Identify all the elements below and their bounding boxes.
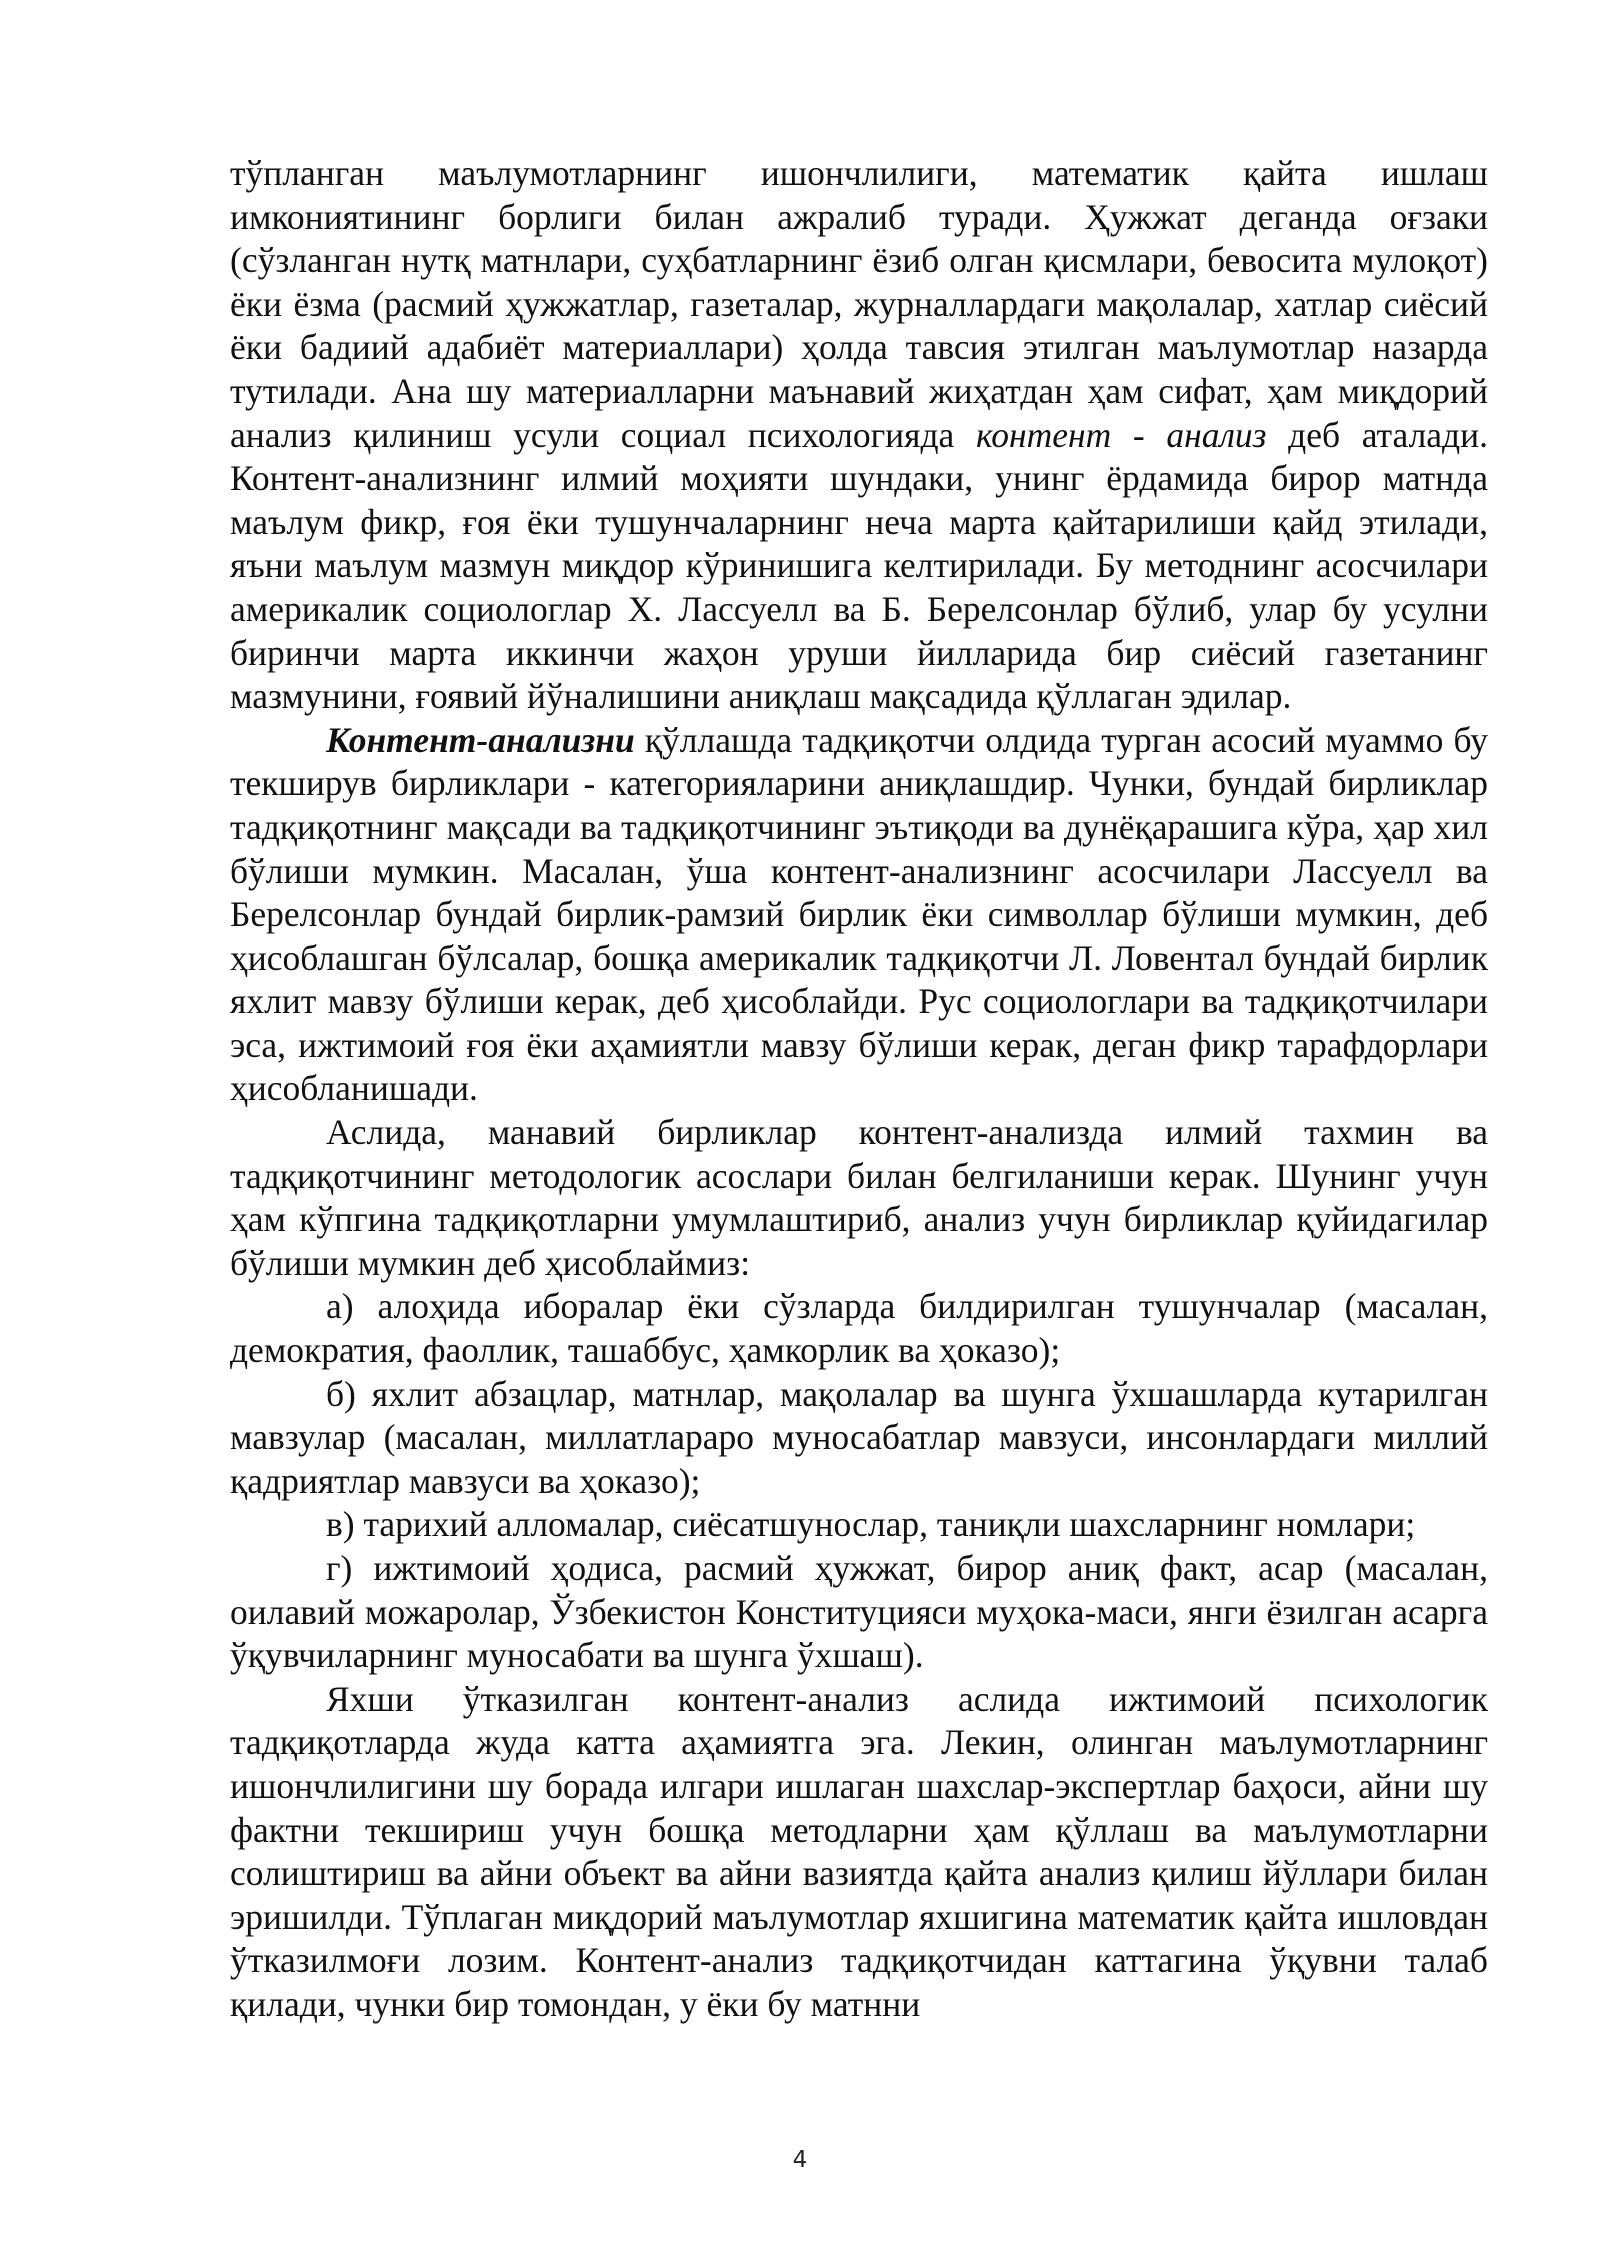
bold-italic-term: Контент-анализни: [326, 719, 635, 760]
paragraph: [230, 719, 1488, 1111]
text-run: а) алоҳида иборалар ёки сўзларда билдирилган тушунчалар (масалан, демократия, фаоллик, ташаббус, ҳамкорлик ва ҳоказо);: [230, 1286, 1488, 1371]
paragraph: [230, 1547, 1488, 1678]
paragraph: [230, 1285, 1488, 1372]
paragraph: [230, 1678, 1488, 2027]
text-run: тўпланган маълумотларнинг ишончлилиги, математик қайта ишлаш имкониятининг борлиги билан ажралиб туради. Ҳужжат деганда оғзаки (сўзланган нутқ матнлари, суҳбатларнинг ёзиб олган қисмлари, бевосита мулоқот) ёки ёзма (расмий ҳужжатлар, газеталар, журналлардаги мақолалар, хатлар сиёсий ёки бадиий адабиёт материаллари) ҳолда тавсия этилган маълумотлар назарда тутилади. Ана шу материалларни маънавий жиҳатдан ҳам сифат, ҳам миқдорий анализ қилиниш усули социал психологияда: [230, 153, 1488, 455]
text-run: г) ижтимоий ҳодиса, расмий ҳужжат, бирор аниқ факт, асар (масалан, оилавий можаролар, Ўзбекистон Конституцияси муҳока-маси, янги ёзилган асарга ўқувчиларнинг муносабати ва шунга ўхшаш).: [230, 1548, 1488, 1676]
text-run: деб аталади. Контент-анализнинг илмий моҳияти шундаки, унинг ёрдамида бирор матнда маълум фикр, ғоя ёки тушунчаларнинг неча марта қайтарилиши қайд этилади, яъни маълум мазмун миқдор кўринишига келтирилади. Бу методнинг асосчилари америкалик социологлар Х. Лассуелл ва Б. Берелсонлар бўлиб, улар бу усулни биринчи марта иккинчи жаҳон уруши йилларида бир сиёсий газетанинг мазмунини, ғоявий йўналишини аниқлаш мақсадида қўллаган эдилар.: [230, 414, 1488, 717]
italic-term: контент - анализ: [975, 414, 1267, 455]
text-run: Аслида, манавий бирликлар контент-анализда илмий тахмин ва тадқиқотчининг методологик асослари билан белгиланиши керак. Шунинг учун ҳам кўпгина тадқиқотларни умумлаштириб, анализ учун бирликлар қуйидагилар бўлиши мумкин деб ҳисоблаймиз:: [230, 1112, 1488, 1283]
page-number: 4: [792, 2147, 808, 2173]
paragraph: [230, 152, 1488, 719]
bold-term: [326, 720, 635, 760]
text-run: қўллашда тадқиқотчи олдида турган асосий муаммо бу текширув бирликлари - категорияларини аниқлашдир. Чунки, бундай бирликлар тадқиқотнинг мақсади ва тадқиқотчининг эътиқоди ва дунёқарашига кўра, ҳар хил бўлиши мумкин. Масалан, ўша контент-анализнинг асосчилари Лассуелл ва Берелсонлар бундай бирлик-рамзий бирлик ёки символлар бўлиши мумкин, деб ҳисоблашган бўлсалар, бошқа америкалик тадқиқотчи Л. Ловентал бундай бирлик яхлит мавзу бўлиши керак, деб ҳисоблайди. Рус социологлари ва тадқиқотчилари эса, ижтимоий ғоя ёки аҳамиятли мавзу бўлиши керак, деган фикр тарафдорлари ҳисобланишади.: [230, 719, 1488, 1109]
text-run: в) тарихий алломалар, сиёсатшунослар, таниқли шахсларнинг номлари;: [326, 1504, 1416, 1545]
paragraph: [230, 1111, 1488, 1285]
paragraph: [230, 1503, 1488, 1547]
text-run: Яхши ўтказилган контент-анализ аслида ижтимоий психологик тадқиқотларда жуда катта аҳамиятга эга. Лекин, олинган маълумотларнинг ишончлилигини шу борада илгари ишлаган шахслар-экспертлар баҳоси, айни шу фактни текшириш учун бошқа методларни ҳам қўллаш ва маълумотларни солиштириш ва айни объект ва айни вазиятда қайта анализ қилиш йўллари билан эришилди. Тўплаган миқдорий маълумотлар яхшигина математик қайта ишловдан ўтказилмоғи лозим. Контент-анализ тадқиқотчидан каттагина ўқувни талаб қилади, чунки бир томондан, у ёки бу матнни: [230, 1678, 1488, 2024]
paragraph: [230, 1373, 1488, 1504]
text-run: б) яхлит абзацлар, матнлар, мақолалар ва шунга ўхшашларда кутарилган мавзулар (масалан, миллатлараро муносабатлар мавзуси, инсонлардаги миллий қадриятлар мавзуси ва ҳоказо);: [230, 1373, 1488, 1501]
document-body: [230, 152, 1488, 2027]
